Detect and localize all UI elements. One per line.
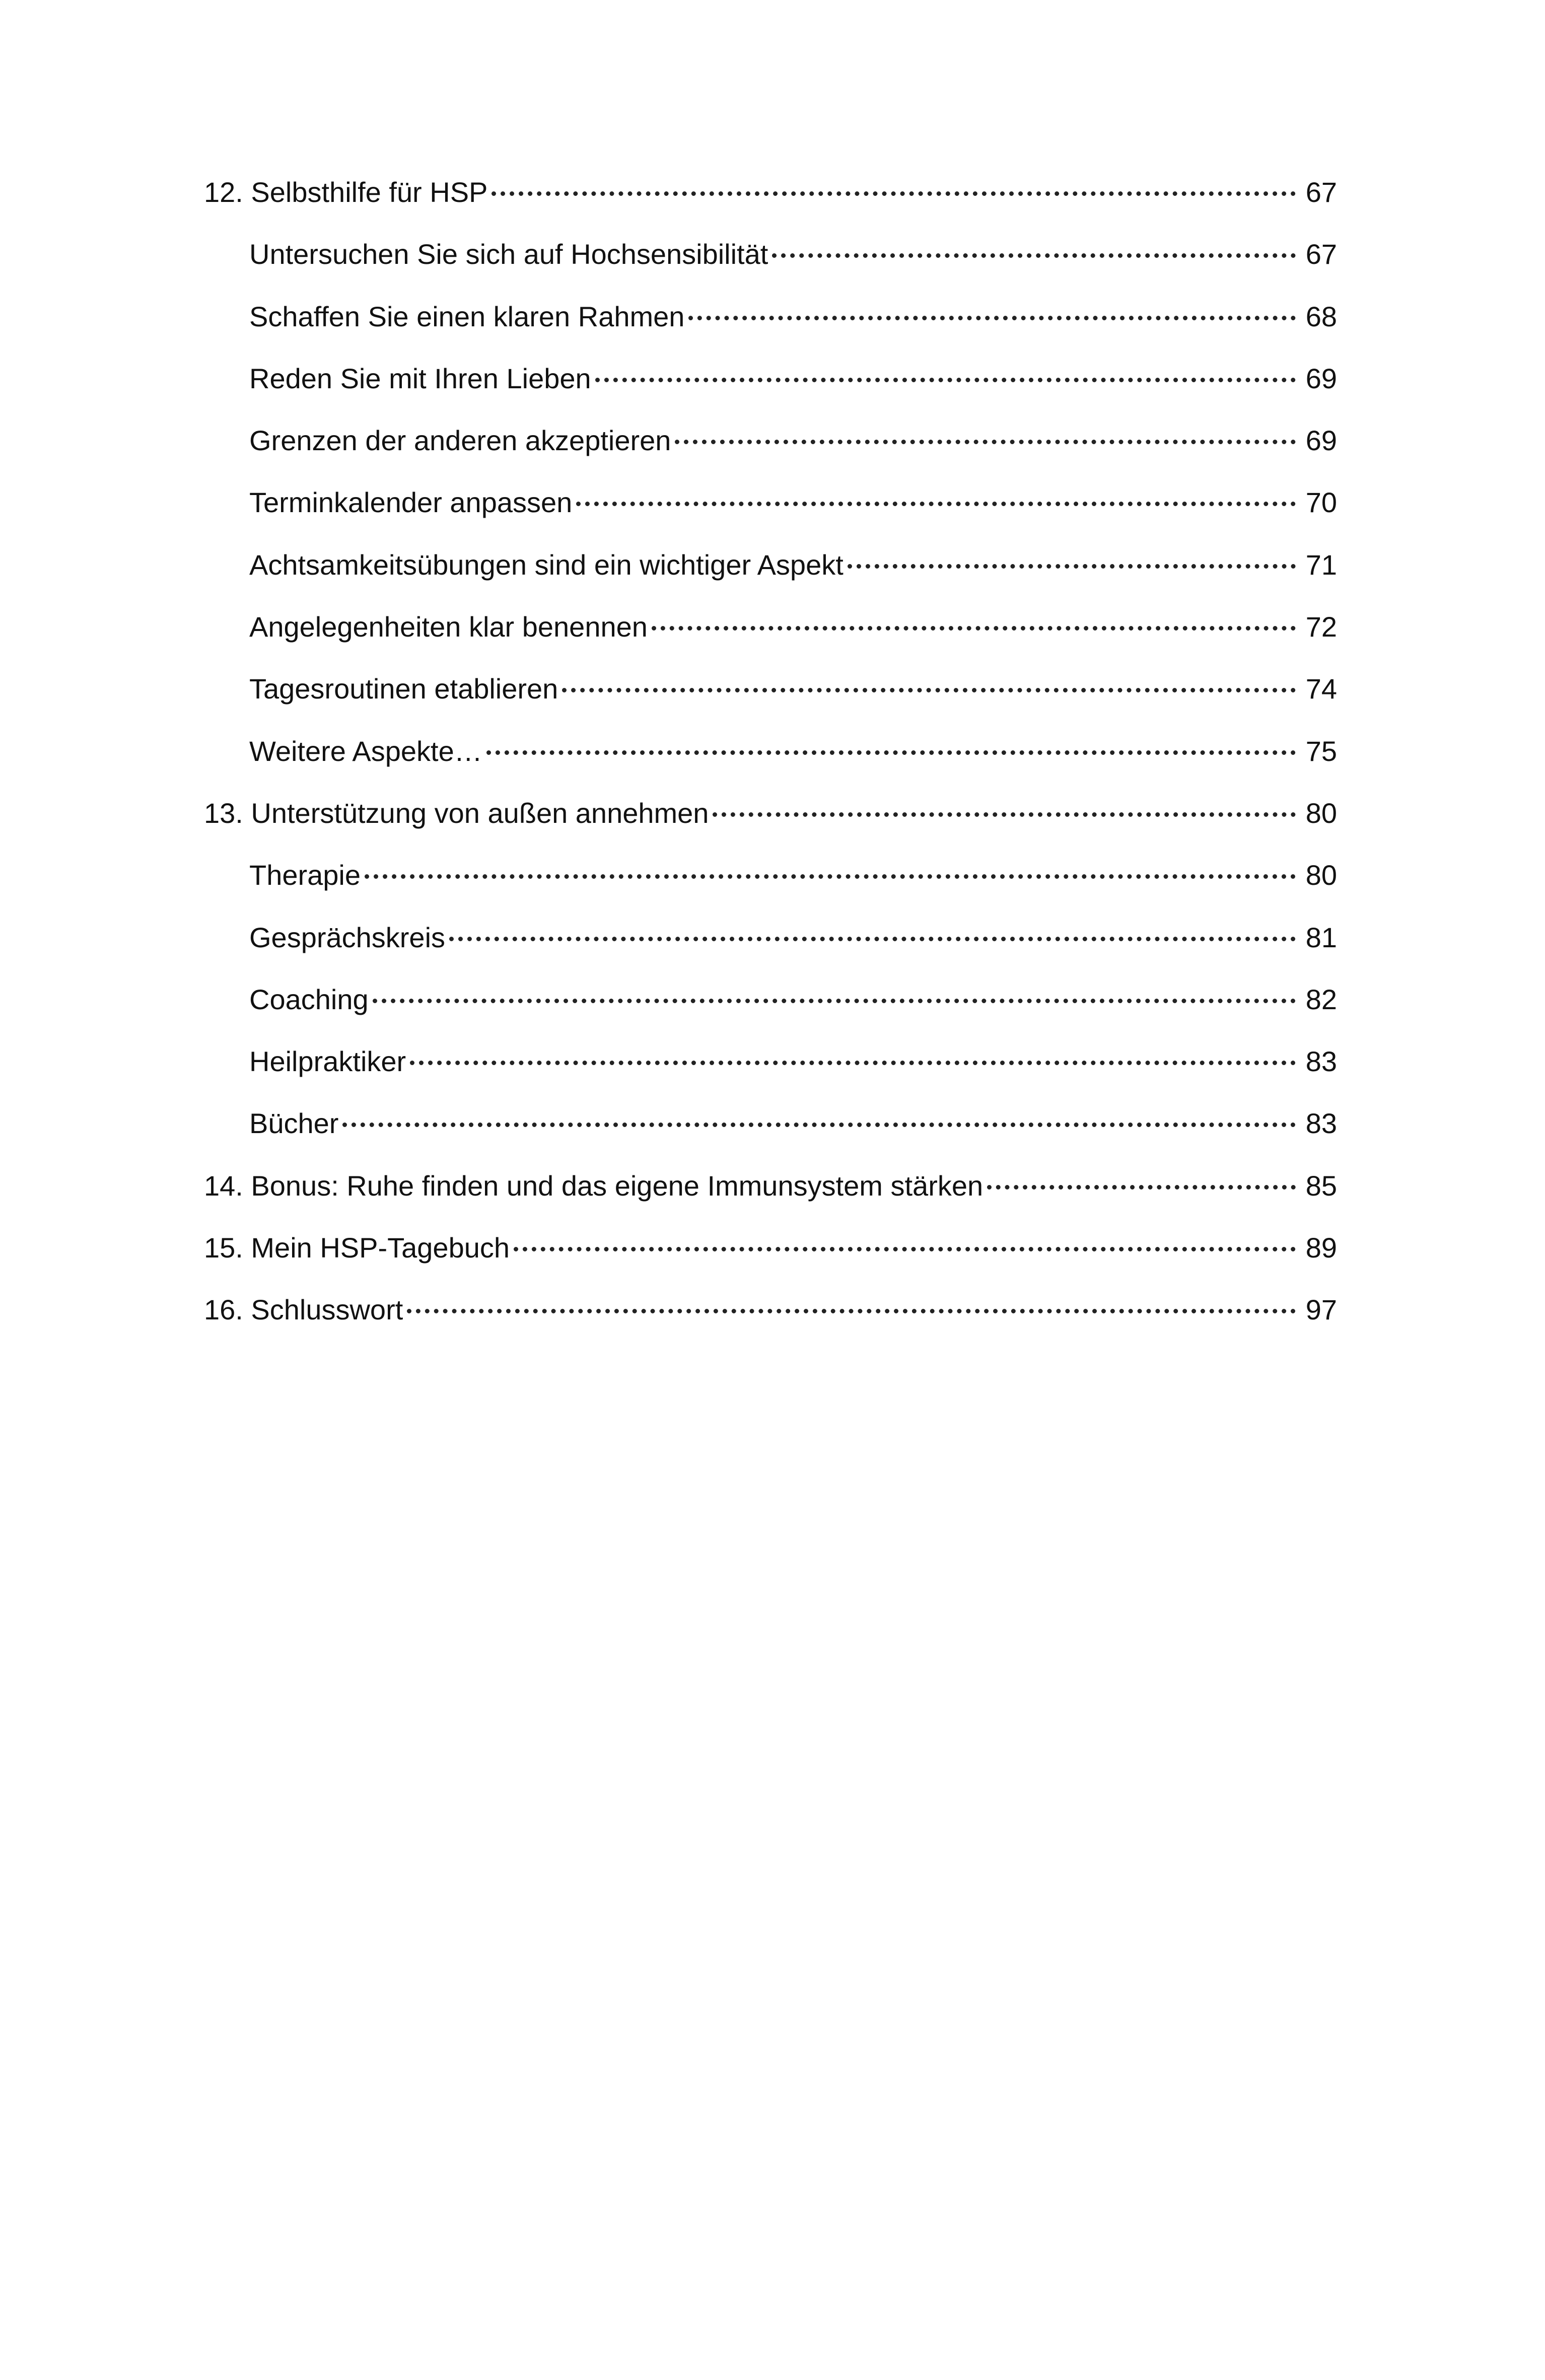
dot-leader: [595, 378, 1296, 382]
toc-entry-chapter[interactable]: [204, 1217, 1337, 1279]
toc-entry-title: Angelegenheiten klar benennen: [249, 611, 648, 643]
dot-leader: [576, 502, 1296, 506]
toc-entry-chapter[interactable]: [204, 1155, 1337, 1217]
toc-entry-title: Achtsamkeitsübungen sind ein wichtiger Aspekt: [249, 548, 844, 581]
dot-leader: [562, 688, 1296, 692]
toc-entry-title: Terminkalender anpassen: [249, 486, 573, 519]
toc-entry-section[interactable]: [204, 347, 1337, 409]
toc-entry-page-number: 70: [1305, 486, 1337, 519]
toc-entry-title: Heilpraktiker: [249, 1045, 406, 1078]
toc-entry-title: 16. Schlusswort: [204, 1294, 403, 1326]
dot-leader: [514, 1247, 1296, 1251]
toc-entry-section[interactable]: [204, 286, 1337, 347]
toc-entry-page-number: 74: [1305, 673, 1337, 705]
dot-leader: [410, 1061, 1296, 1065]
dot-leader: [407, 1309, 1296, 1313]
toc-entry-section[interactable]: [204, 409, 1337, 471]
toc-entry-page-number: 82: [1305, 983, 1337, 1015]
toc-entry-page-number: 81: [1305, 921, 1337, 953]
toc-entry-page-number: 80: [1305, 859, 1337, 891]
toc-entry-section[interactable]: [204, 534, 1337, 596]
dot-leader: [675, 440, 1296, 444]
toc-entry-section[interactable]: [204, 968, 1337, 1030]
dot-leader: [713, 812, 1296, 817]
dot-leader: [491, 191, 1296, 196]
toc-entry-title: Tagesroutinen etablieren: [249, 673, 558, 705]
toc-entry-title: 15. Mein HSP-Tagebuch: [204, 1232, 510, 1264]
toc-entry-section[interactable]: [204, 720, 1337, 782]
dot-leader: [987, 1185, 1296, 1189]
toc-entry-title: Untersuchen Sie sich auf Hochsensibilität: [249, 238, 768, 270]
toc-entry-title: Reden Sie mit Ihren Lieben: [249, 362, 591, 394]
toc-entry-page-number: 83: [1305, 1107, 1337, 1140]
table-of-contents: [204, 161, 1337, 1341]
toc-entry-title: Therapie: [249, 859, 361, 891]
toc-entry-page-number: 69: [1305, 425, 1337, 457]
dot-leader: [848, 564, 1296, 569]
toc-entry-title: 14. Bonus: Ruhe finden und das eigene Immunsystem stärken: [204, 1169, 984, 1202]
toc-entry-title: Grenzen der anderen akzeptieren: [249, 425, 671, 457]
toc-entry-chapter[interactable]: [204, 161, 1337, 223]
toc-entry-page-number: 89: [1305, 1232, 1337, 1264]
toc-entry-title: Coaching: [249, 983, 369, 1015]
toc-entry-page-number: 75: [1305, 735, 1337, 767]
toc-entry-section[interactable]: [204, 596, 1337, 658]
dot-leader: [373, 999, 1296, 1003]
dot-leader: [342, 1123, 1296, 1127]
toc-entry-section[interactable]: [204, 844, 1337, 906]
toc-entry-page-number: 71: [1305, 548, 1337, 581]
toc-entry-page-number: 68: [1305, 300, 1337, 332]
toc-entry-title: Schaffen Sie einen klaren Rahmen: [249, 300, 685, 332]
dot-leader: [449, 937, 1296, 941]
toc-entry-page-number: 67: [1305, 238, 1337, 270]
toc-entry-page-number: 83: [1305, 1045, 1337, 1078]
toc-entry-title: Gesprächskreis: [249, 921, 446, 953]
toc-entry-page-number: 85: [1305, 1169, 1337, 1202]
toc-entry-page-number: 97: [1305, 1294, 1337, 1326]
dot-leader: [365, 874, 1296, 879]
toc-entry-title: 13. Unterstützung von außen annehmen: [204, 797, 709, 829]
toc-entry-title: Bücher: [249, 1107, 339, 1140]
toc-entry-page-number: 69: [1305, 362, 1337, 394]
toc-entry-section[interactable]: [204, 471, 1337, 533]
toc-entry-chapter[interactable]: [204, 782, 1337, 844]
toc-entry-section[interactable]: [204, 658, 1337, 720]
toc-entry-section[interactable]: [204, 906, 1337, 968]
toc-entry-chapter[interactable]: [204, 1279, 1337, 1341]
toc-entry-section[interactable]: [204, 1030, 1337, 1092]
dot-leader: [688, 316, 1296, 320]
toc-entry-page-number: 67: [1305, 176, 1337, 208]
dot-leader: [486, 750, 1296, 755]
dot-leader: [652, 626, 1296, 631]
toc-entry-title: Weitere Aspekte…: [249, 735, 482, 767]
toc-entry-section[interactable]: [204, 1092, 1337, 1154]
toc-entry-page-number: 72: [1305, 611, 1337, 643]
dot-leader: [772, 253, 1296, 258]
toc-entry-section[interactable]: [204, 223, 1337, 285]
toc-entry-page-number: 80: [1305, 797, 1337, 829]
toc-entry-title: 12. Selbsthilfe für HSP: [204, 176, 488, 208]
